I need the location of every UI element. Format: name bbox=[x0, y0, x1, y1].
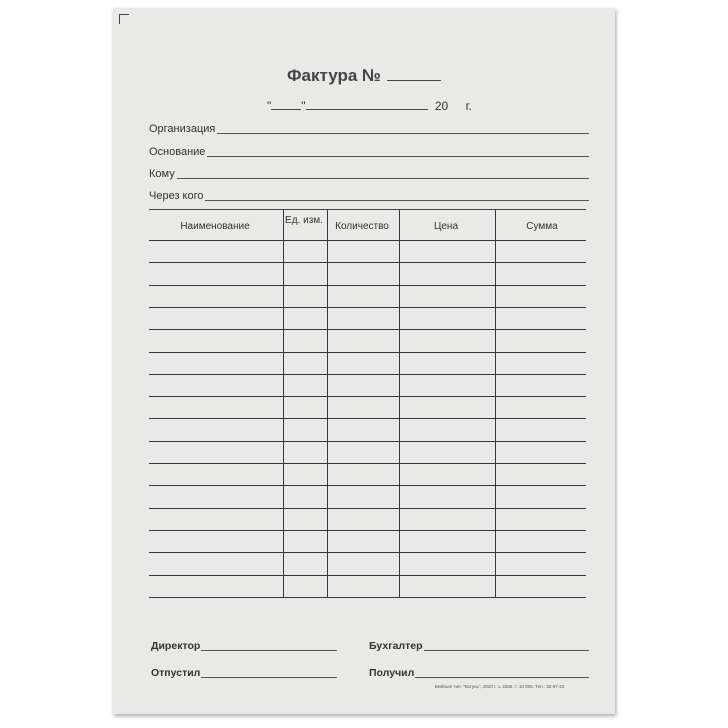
date-open-quote: " bbox=[267, 99, 272, 113]
signature-accountant bbox=[369, 640, 589, 652]
table-row-line bbox=[149, 418, 586, 419]
table-row-line bbox=[149, 463, 586, 464]
table-top-border bbox=[149, 209, 586, 210]
field-organization-label: Организация bbox=[149, 123, 216, 135]
col-header-sum: Сумма bbox=[526, 221, 558, 232]
col-header-price: Цена bbox=[433, 221, 459, 232]
table-row-line bbox=[149, 307, 586, 308]
table-row-line bbox=[149, 262, 586, 263]
invoice-form-sheet bbox=[113, 8, 615, 714]
field-organization bbox=[149, 121, 589, 135]
table-row-line bbox=[149, 396, 586, 397]
table-row-line bbox=[149, 285, 586, 286]
corner-mark bbox=[119, 14, 129, 24]
signature-released-label: Отпустил bbox=[151, 667, 201, 679]
table-column-divider bbox=[495, 209, 496, 597]
date-close-quote: " bbox=[301, 99, 306, 113]
field-recipient-line bbox=[177, 177, 589, 179]
table-column-divider bbox=[399, 209, 400, 597]
month-blank bbox=[306, 98, 428, 110]
form-title bbox=[113, 66, 615, 86]
field-via-label: Через кого bbox=[149, 190, 204, 202]
signature-director bbox=[151, 640, 337, 652]
signature-released-line bbox=[201, 676, 337, 678]
field-recipient-label: Кому bbox=[149, 168, 175, 180]
field-via bbox=[149, 188, 589, 202]
col-header-unit: Ед. изм. bbox=[285, 215, 323, 226]
date-year: 20 bbox=[434, 99, 449, 113]
date-suffix: г. bbox=[465, 99, 472, 113]
invoice-number-blank bbox=[387, 66, 441, 81]
printer-imprint: Бийская тип. "Катунь", 2020 г. з. 2285. т. 10 000. Тел.: 32-97-22 bbox=[435, 684, 565, 689]
field-via-line bbox=[205, 199, 589, 201]
signature-accountant-line bbox=[424, 649, 590, 651]
form-title-text: Фактура № bbox=[287, 66, 381, 85]
table-row-line bbox=[149, 374, 586, 375]
table-column-divider bbox=[283, 209, 284, 597]
field-organization-line bbox=[217, 132, 589, 134]
field-basis-label: Основание bbox=[149, 146, 206, 158]
table-row-line bbox=[149, 575, 586, 576]
signature-received-line bbox=[415, 676, 589, 678]
signature-received bbox=[369, 667, 589, 679]
table-row-line bbox=[149, 597, 586, 598]
signature-director-label: Директор bbox=[151, 640, 201, 652]
field-recipient bbox=[149, 166, 589, 180]
table-row-line bbox=[149, 552, 586, 553]
signature-received-label: Получил bbox=[369, 667, 415, 679]
table-row-line bbox=[149, 485, 586, 486]
field-basis-line bbox=[207, 155, 589, 157]
table-row-line bbox=[149, 441, 586, 442]
table-row-line bbox=[149, 530, 586, 531]
table-row-line bbox=[149, 329, 586, 330]
col-header-quantity: Количество bbox=[335, 221, 389, 232]
signature-accountant-label: Бухгалтер bbox=[369, 640, 423, 652]
date-line bbox=[267, 98, 472, 113]
signature-director-line bbox=[201, 649, 337, 651]
table-row-line bbox=[149, 352, 586, 353]
field-basis bbox=[149, 144, 589, 158]
table-row-line bbox=[149, 508, 586, 509]
table-column-divider bbox=[327, 209, 328, 597]
signature-released bbox=[151, 667, 337, 679]
day-blank bbox=[271, 98, 301, 110]
col-header-name: Наименование bbox=[180, 221, 250, 232]
table-row-line bbox=[149, 240, 586, 241]
